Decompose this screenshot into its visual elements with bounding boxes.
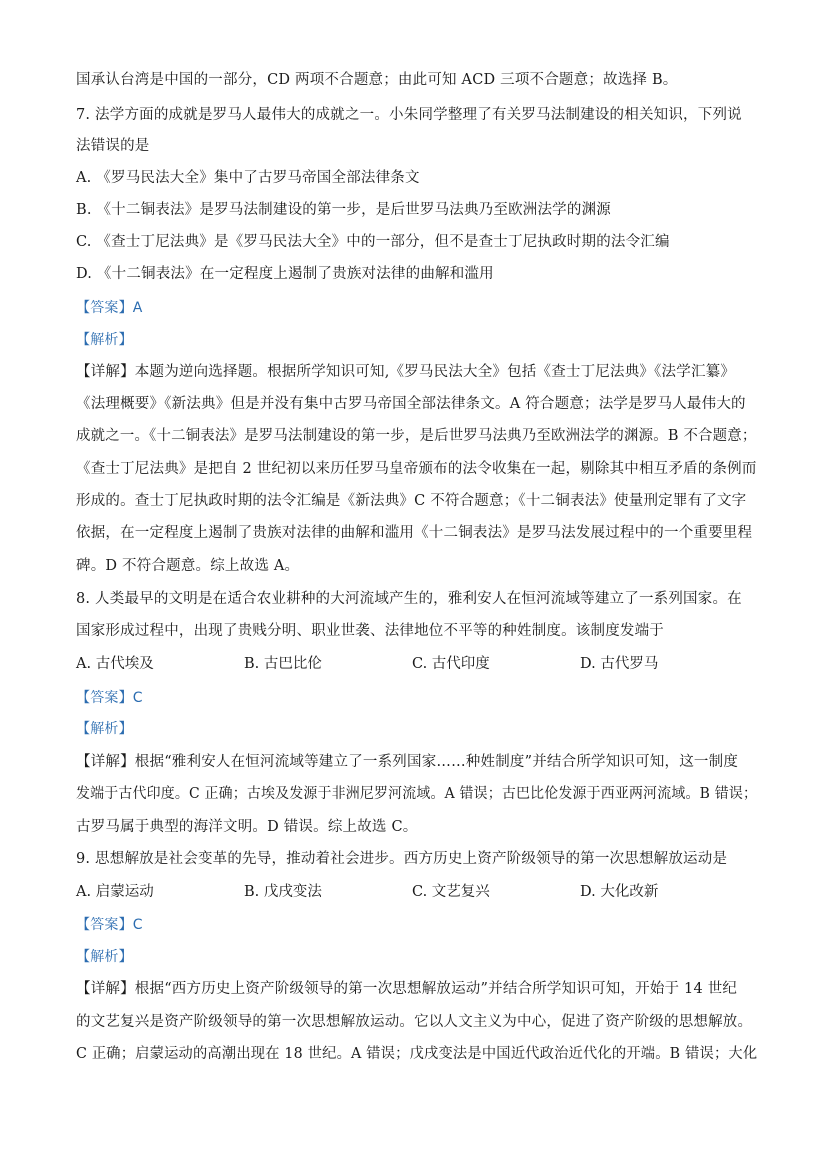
question-8-detail: 【详解】根据“雅利安人在恒河流域等建立了一系列国家……种姓制度”并结合所学知识可知，这一制度 [76, 754, 739, 770]
question-8-option-b: B. 古巴比伦 [244, 656, 322, 672]
question-8-analysis-label: 【解析】 [76, 721, 133, 737]
question-7-detail: 《查士丁尼法典》是把自 2 世纪初以来历任罗马皇帝颁布的法令收集在一起，剔除其中相互矛盾的条例而 [76, 461, 757, 477]
question-8-detail: 古罗马属于典型的海洋文明。D 错误。综上故选 C。 [76, 819, 418, 835]
question-9-detail: 【详解】根据“西方历史上资产阶级领导的第一次思想解放运动”并结合所学知识可知，开始于 14 世纪 [76, 981, 738, 997]
question-8-option-a: A. 古代埃及 [76, 656, 154, 672]
question-9-option-d: D. 大化改新 [580, 884, 659, 900]
question-9-detail: 的文艺复兴是资产阶级领导的第一次思想解放运动。它以人文主义为中心，促进了资产阶级的思想解放。 [76, 1014, 753, 1030]
question-8-answer: 【答案】C [76, 690, 143, 706]
question-8-option-d: D. 古代罗马 [580, 656, 659, 672]
question-7-option-c: C. 《查士丁尼法典》是《罗马民法大全》中的一部分，但不是查士丁尼执政时期的法令汇编 [76, 234, 670, 250]
question-9-analysis-label: 【解析】 [76, 949, 133, 965]
question-9-detail: C 正确；启蒙运动的高潮出现在 18 世纪。A 错误；戊戌变法是中国近代政治近代化的开端。B 错误；大化 [76, 1046, 758, 1062]
question-7-detail: 依据，在一定程度上遏制了贵族对法律的曲解和滥用《十二铜表法》是罗马法发展过程中的一个重要里程 [76, 525, 753, 541]
question-7-answer: 【答案】A [76, 300, 143, 316]
question-8-option-c: C. 古代印度 [412, 656, 490, 672]
question-8-stem: 8. 人类最早的文明是在适合农业耕种的大河流域产生的，雅利安人在恒河流域等建立了一系列国家。在 [76, 591, 742, 607]
question-7-option-b: B. 《十二铜表法》是罗马法制建设的第一步，是后世罗马法典乃至欧洲法学的渊源 [76, 202, 611, 218]
question-7-analysis-label: 【解析】 [76, 332, 133, 348]
question-9-answer: 【答案】C [76, 917, 143, 933]
question-7-stem: 7. 法学方面的成就是罗马人最伟大的成就之一。小朱同学整理了有关罗马法制建设的相关知识，下列说 [76, 107, 742, 123]
question-7-detail: 《法理概要》《新法典》但是并没有集中古罗马帝国全部法律条文。A 符合题意；法学是罗马人最伟大的 [76, 396, 746, 412]
question-7-option-d: D. 《十二铜表法》在一定程度上遏制了贵族对法律的曲解和滥用 [76, 266, 494, 282]
text-line: 国承认台湾是中国的一部分，CD 两项不合题意；由此可知 ACD 三项不合题意；故选择 B。 [76, 72, 678, 88]
question-7-option-a: A. 《罗马民法大全》集中了古罗马帝国全部法律条文 [76, 170, 420, 186]
question-7-stem-cont: 法错误的是 [76, 138, 150, 154]
question-8-detail: 发端于古代印度。C 正确；古埃及发源于非洲尼罗河流域。A 错误；古巴比伦发源于西亚两河流域。B 错误； [76, 786, 758, 802]
question-9-stem: 9. 思想解放是社会变革的先导，推动着社会进步。西方历史上资产阶级领导的第一次思想解放运动是 [76, 851, 728, 867]
question-8-stem-cont: 国家形成过程中，出现了贵贱分明、职业世袭、法律地位不平等的种姓制度。该制度发端于 [76, 623, 664, 639]
question-9-option-c: C. 文艺复兴 [412, 884, 490, 900]
question-9-option-a: A. 启蒙运动 [76, 884, 154, 900]
question-9-option-b: B. 戊戌变法 [244, 884, 322, 900]
question-7-detail: 形成的。查士丁尼执政时期的法令汇编是《新法典》C 不符合题意；《十二铜表法》使量刑定罪有了文字 [76, 493, 747, 509]
question-7-detail: 碑。D 不符合题意。综上故选 A。 [76, 558, 300, 574]
question-7-detail: 【详解】本题为逆向选择题。根据所学知识可知,《罗马民法大全》包括《查士丁尼法典》《法学汇纂》 [76, 364, 736, 380]
question-7-detail: 成就之一。《十二铜表法》是罗马法制建设的第一步，是后世罗马法典乃至欧洲法学的渊源。B 不合题意； [76, 428, 757, 444]
